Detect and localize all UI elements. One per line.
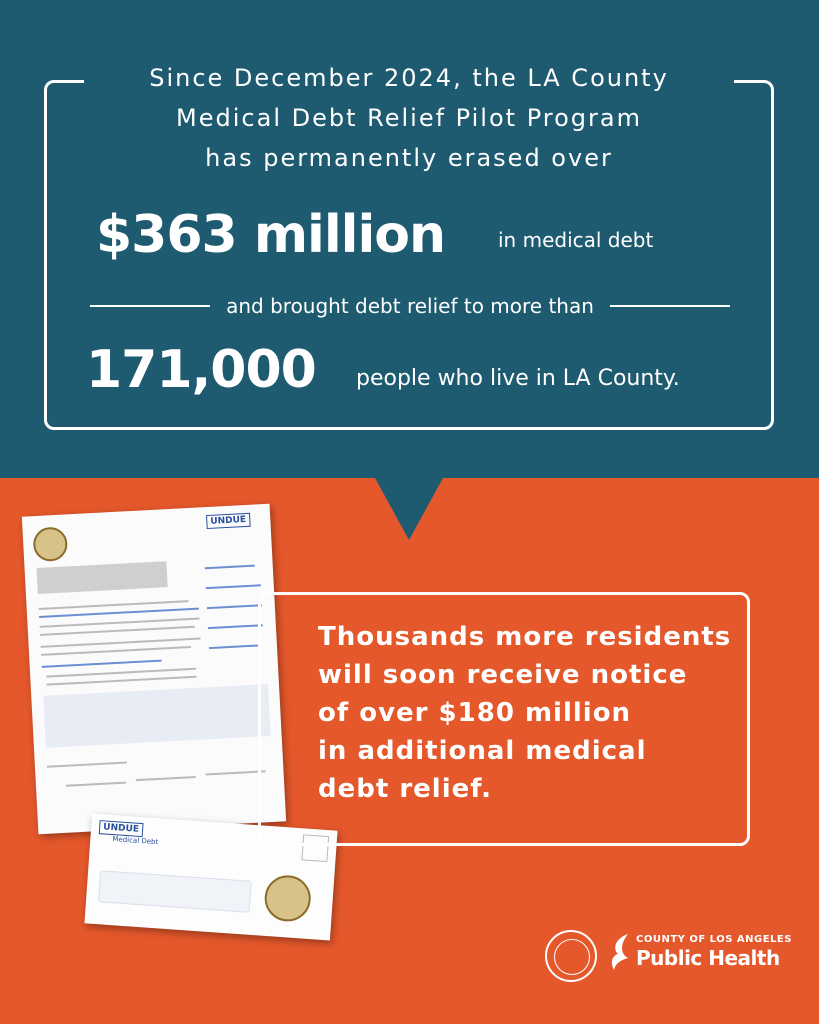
divider-left bbox=[90, 305, 210, 307]
text-line bbox=[205, 565, 255, 570]
text-line bbox=[209, 644, 259, 649]
undue-logo: UNDUE bbox=[206, 513, 250, 529]
people-count: 171,000 bbox=[86, 340, 316, 400]
public-health-mark-icon bbox=[608, 932, 634, 972]
notice-line-5: debt relief. bbox=[318, 774, 493, 804]
text-line bbox=[42, 660, 162, 668]
people-count-label: people who live in LA County. bbox=[356, 366, 680, 391]
logo-county-text: COUNTY OF LOS ANGELES bbox=[636, 934, 792, 945]
logo-public-health-text: Public Health bbox=[636, 946, 780, 970]
headline-line-2: Medical Debt Relief Pilot Program bbox=[176, 104, 642, 132]
debt-amount-label: in medical debt bbox=[498, 228, 654, 252]
connector-line bbox=[90, 294, 730, 318]
headline bbox=[84, 58, 734, 178]
headline-line-1: Since December 2024, the LA County bbox=[149, 64, 669, 92]
divider-right bbox=[610, 305, 730, 307]
address-block bbox=[37, 561, 168, 594]
county-seal-icon bbox=[32, 526, 68, 562]
signature bbox=[206, 770, 266, 775]
info-band bbox=[43, 684, 270, 748]
text-line bbox=[207, 604, 262, 609]
county-seal-logo-icon bbox=[545, 930, 597, 982]
speech-pointer bbox=[375, 478, 443, 540]
notice-line-2: will soon receive notice bbox=[318, 660, 688, 690]
text-line bbox=[40, 626, 195, 636]
debt-amount: $363 million bbox=[96, 205, 446, 265]
text-line bbox=[208, 624, 263, 629]
signature bbox=[66, 782, 126, 787]
county-seal-icon bbox=[263, 874, 312, 923]
text-line bbox=[39, 608, 199, 618]
notice-text bbox=[318, 618, 738, 808]
envelope-subtitle: Medical Debt bbox=[112, 835, 159, 847]
headline-line-3: has permanently erased over bbox=[205, 144, 613, 172]
text-line bbox=[47, 676, 197, 686]
notice-letter-image bbox=[22, 504, 286, 835]
signature bbox=[136, 776, 196, 781]
notice-line-4: in additional medical bbox=[318, 736, 647, 766]
notice-line-1: Thousands more residents bbox=[318, 622, 732, 652]
text-line bbox=[41, 646, 191, 656]
notice-line-3: of over $180 million bbox=[318, 698, 632, 728]
connector-text: and brought debt relief to more than bbox=[226, 294, 594, 318]
text-line bbox=[47, 762, 127, 768]
address-window bbox=[98, 870, 252, 913]
undue-logo: UNDUE bbox=[99, 820, 144, 837]
text-line bbox=[206, 584, 261, 589]
